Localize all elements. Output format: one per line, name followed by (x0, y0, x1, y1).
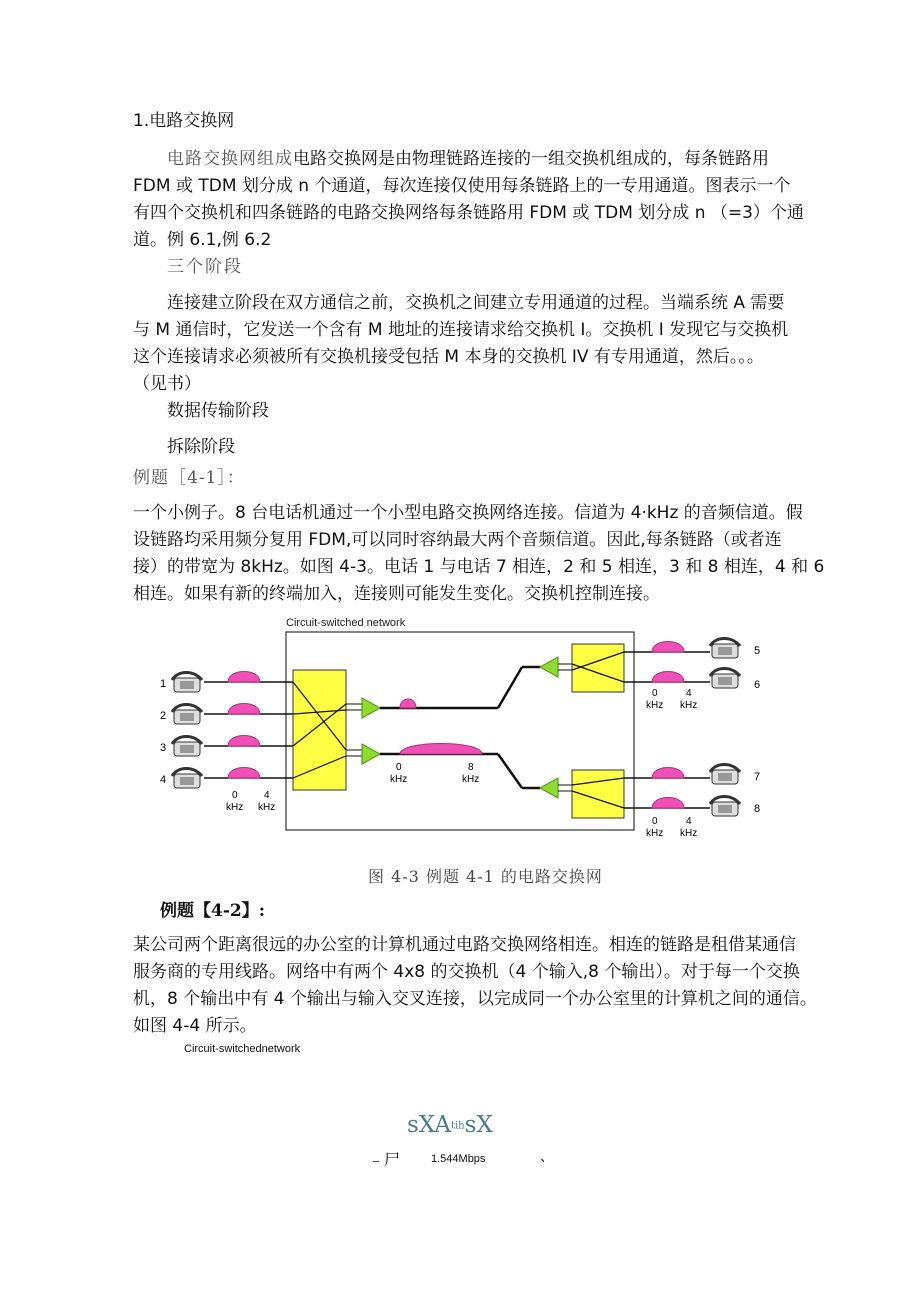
phone-1 (160, 672, 293, 693)
fig44-right-mark: 、 (540, 1149, 554, 1165)
example1-title: 例题［4-1］： (133, 468, 245, 488)
phone-2-number: 2 (160, 710, 167, 722)
composition-line4: 道。例 6.1,例 6.2 (133, 230, 272, 250)
trunk-axis-eight-unit: kHz (462, 774, 480, 785)
trunk-axis-zero-unit: kHz (390, 774, 408, 785)
lower-axis-zero: 0 (652, 816, 658, 827)
phone-7-number: 7 (754, 771, 761, 783)
lower-axis-zero-unit: kHz (646, 828, 664, 839)
circuit-switched-network-figure (150, 612, 780, 847)
phone-5 (624, 639, 760, 659)
example1-paragraph (133, 500, 825, 608)
trunk-band (400, 744, 482, 755)
phone-icon (172, 737, 202, 757)
bottom-multiplexer (362, 744, 380, 764)
phone-4 (160, 768, 293, 789)
upper-axis-four-unit: kHz (680, 700, 698, 711)
upper-axis-zero: 0 (652, 688, 658, 699)
left-phone-group (160, 672, 293, 814)
phone-8 (624, 797, 760, 817)
phone-4-number: 4 (160, 774, 167, 786)
figure-caption: 图 4-3 例题 4-1 的电路交换网 (368, 867, 603, 886)
example1-line1: 一个小例子。8 台电话机通过一个小型电路交换网络连接。信道为 4·kHz 的音频信道。假 (133, 503, 803, 523)
example1-line2: 设链路均采用频分复用 FDM,可以同时容纳最大两个音频信道。因此,每条链路（或者连 (133, 530, 782, 550)
phone-1-number: 1 (160, 678, 167, 690)
example2-paragraph (133, 932, 817, 1040)
trunk-axis-zero: 0 (396, 762, 402, 773)
composition-lead: 电路交换网组成 (167, 149, 293, 169)
fig44-garbled-end: sX (464, 1112, 493, 1138)
setup-line3: 这个连接请求必须被所有交换机接受包括 M 本身的交换机 IV 有专用通道，然后。。。 (133, 347, 764, 367)
phone-icon (710, 797, 740, 817)
phone-icon (172, 769, 202, 789)
upper-axis-zero-unit: kHz (646, 700, 664, 711)
network-label: Circuit-switched network (286, 617, 406, 629)
example2-line4: 如图 4-4 所示。 (133, 1016, 257, 1036)
fig44-network-label: Circuit-switchednetwork (184, 1043, 301, 1055)
fig44-garbled-main: sXA (407, 1112, 451, 1138)
fig44-left-glyph: ﹣尸 (368, 1150, 401, 1169)
three-phases-label: 三个阶段 (167, 257, 243, 277)
left-axis-four: 4 (264, 790, 270, 801)
upper-demultiplexer (540, 657, 558, 677)
left-axis-four-unit: kHz (258, 802, 276, 813)
setup-paragraph (133, 290, 793, 398)
composition-line3: 有四个交换机和四条链路的电路交换网络每条链路用 FDM 或 TDM 划分成 n （=3）个通 (133, 203, 804, 223)
phone-6-number: 6 (754, 679, 761, 691)
top-multiplexer (362, 698, 380, 718)
phone-icon (710, 669, 740, 689)
section-heading: 1.电路交换网 (133, 111, 235, 131)
example2-line3: 机，8 个输出中有 4 个输出与输入交叉连接，以完成同一个办公室里的计算机之间的通信。 (133, 989, 817, 1009)
phone-7 (624, 765, 760, 785)
left-axis-zero-unit: kHz (226, 802, 244, 813)
trunk-axis-eight: 8 (468, 762, 474, 773)
phone-3 (160, 736, 293, 757)
phone-5-number: 5 (754, 645, 761, 657)
upper-right-switch (572, 644, 624, 692)
phone-icon (710, 639, 740, 659)
phone-6 (624, 669, 760, 692)
fig44-rate-label: 1.544Mbps (431, 1153, 486, 1165)
example2-line2: 服务商的专用线路。网络中有两个 4x8 的交换机（4 个输入,8 个输出）。对于每一个交换 (133, 962, 800, 982)
phone-2 (160, 704, 293, 725)
teardown-phase: 拆除阶段 (167, 437, 235, 457)
composition-line1: 电路交换网是由物理链路连接的一组交换机组成的，每条链路用 (293, 149, 769, 169)
setup-line4: （见书） (133, 374, 201, 394)
left-switch (293, 670, 346, 790)
right-phone-group (624, 639, 760, 840)
fig44-garbled-small: tih (450, 1120, 465, 1132)
lower-axis-four-unit: kHz (680, 828, 698, 839)
data-transfer-phase: 数据传输阶段 (167, 401, 269, 421)
phone-3-number: 3 (160, 742, 167, 754)
example1-line4: 相连。如果有新的终端加入，连接则可能发生变化。交换机控制连接。 (133, 584, 660, 604)
example2-title: 例题【4-2】: (160, 901, 265, 921)
left-axis-zero: 0 (232, 790, 238, 801)
fig44-garbled-heading (407, 1112, 493, 1138)
lower-demultiplexer (540, 778, 558, 798)
upper-axis-four: 4 (686, 688, 692, 699)
example1-line3: 接）的带宽为 8kHz。如图 4-3。电话 1 与电话 7 相连，2 和 5 相连，3 和 8 相连，4 和 6 (133, 557, 825, 577)
setup-line2: 与 M 通信时，它发送一个含有 M 地址的连接请求给交换机 I。交换机 I 发现它与交换机 (133, 320, 789, 340)
phone-8-number: 8 (754, 803, 761, 815)
phone-icon (710, 765, 740, 785)
composition-paragraph (133, 146, 804, 254)
example2-line1: 某公司两个距离很远的办公室的计算机通过电路交换网络相连。相连的链路是租借某通信 (133, 935, 796, 955)
phone-icon (172, 705, 202, 725)
composition-line2: FDM 或 TDM 划分成 n 个通道，每次连接仅使用每条链路上的一专用通道。图表示一个 (133, 176, 791, 196)
setup-line1: 连接建立阶段在双方通信之前，交换机之间建立专用通道的过程。当端系统 A 需要 (167, 293, 785, 313)
phone-icon (172, 673, 202, 693)
lower-axis-four: 4 (686, 816, 692, 827)
